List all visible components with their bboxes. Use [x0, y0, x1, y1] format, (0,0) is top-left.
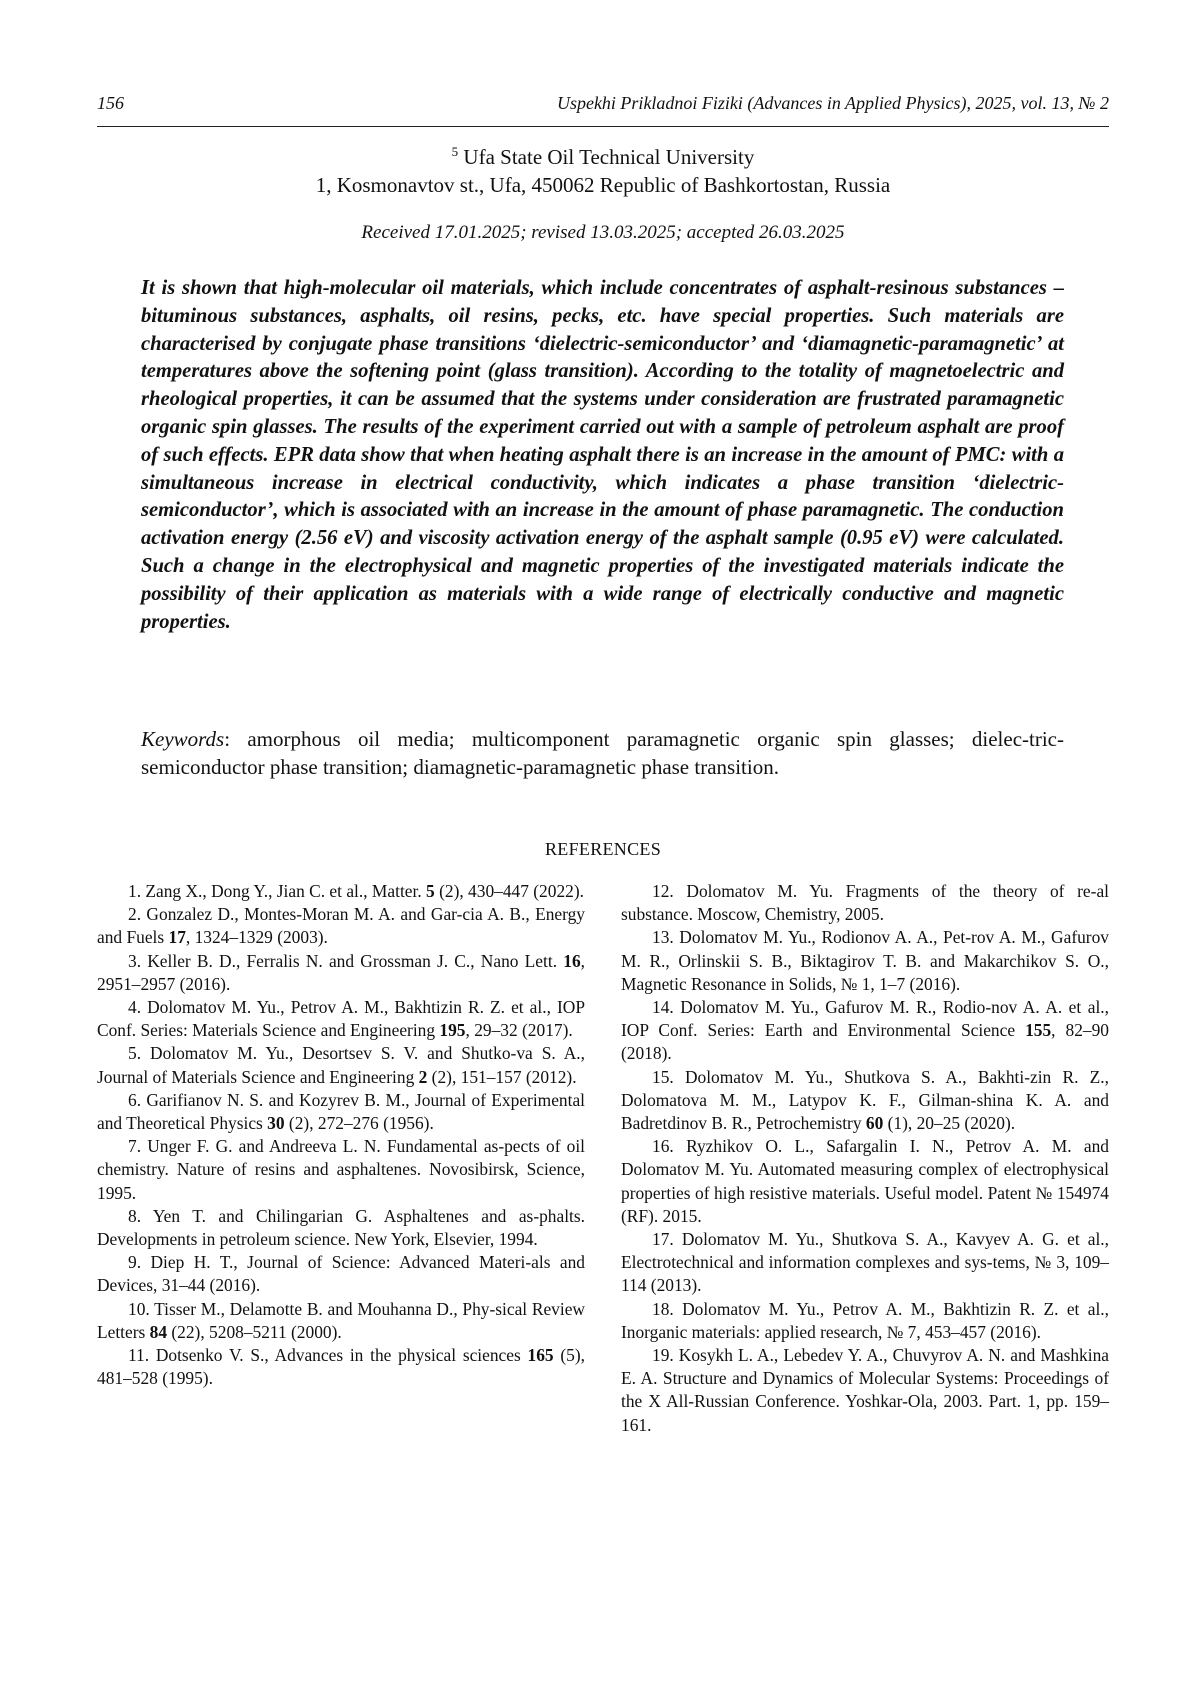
references-left-column	[97, 880, 585, 1390]
reference-volume: 2	[418, 1066, 428, 1087]
references-heading: REFERENCES	[544, 839, 662, 859]
keywords-label: Keywords	[141, 727, 225, 751]
reference-volume: 17	[168, 927, 186, 948]
reference-text: 15. Dolomatov M. Yu., Shutkova S. A., Bakhti-zin R. Z., Dolomatova M. M., Latypov K. F., Gilman-shina K. A. and Badretdinov B. R., Petrochemistry	[621, 1066, 1109, 1134]
reference-item	[97, 1205, 585, 1251]
reference-text-tail: (1), 20–25 (2020).	[883, 1113, 1016, 1134]
reference-volume: 84	[149, 1321, 168, 1342]
reference-text-tail: , 29–32 (2017).	[465, 1020, 573, 1041]
reference-volume: 60	[865, 1113, 884, 1134]
reference-item	[97, 1089, 585, 1135]
affiliation	[97, 138, 1109, 199]
reference-text: 18. Dolomatov M. Yu., Petrov A. M., Bakhtizin R. Z. et al., Inorganic materials: applied research, № 7, 453–457 (2016).	[621, 1298, 1109, 1342]
reference-text: 8. Yen T. and Chilingarian G. Asphaltenes and as-phalts. Developments in petroleum science. New York, Elsevier, 1994.	[97, 1205, 585, 1250]
reference-volume: 165	[527, 1345, 554, 1366]
reference-text-tail: , 82–90 (2018).	[621, 1020, 1110, 1064]
reference-item	[621, 1298, 1109, 1344]
reference-text: 12. Dolomatov M. Yu. Fragments of the theory of re-al substance. Moscow, Chemistry, 2005.	[621, 881, 1109, 925]
reference-text: 13. Dolomatov M. Yu., Rodionov A. A., Pet-rov A. M., Gafurov M. R., Orlinskii S. B., Biktagirov T. B. and Makarchikov S. O., Magnetic Resonance in Solids, № 1, 1–7 (2016).	[621, 927, 1109, 994]
reference-volume: 5	[426, 881, 435, 901]
reference-item	[621, 1135, 1109, 1228]
keywords	[141, 725, 1064, 781]
reference-text: 14. Dolomatov M. Yu., Gafurov M. R., Rodio-nov A. A. et al., IOP Conf. Series: Earth and Environmental Science	[621, 997, 1109, 1041]
reference-item	[621, 1066, 1109, 1136]
reference-item	[97, 1135, 585, 1205]
reference-item	[97, 950, 585, 996]
reference-text: 4. Dolomatov M. Yu., Petrov A. M., Bakhtizin R. Z. et al., IOP Conf. Series: Materials Science and Engineering	[97, 997, 585, 1041]
affiliation-name: Ufa State Oil Technical University	[463, 145, 755, 169]
reference-item	[97, 1042, 585, 1088]
running-header	[97, 92, 1109, 127]
reference-text: 16. Ryzhikov O. L., Safargalin I. N., Petrov A. M. and Dolomatov M. Yu. Automated measuring complex of electrophysical properties of high resistive materials. Useful model. Patent № 154974 (RF). 2015.	[621, 1136, 1109, 1226]
reference-item	[97, 880, 585, 903]
reference-text: 7. Unger F. G. and Andreeva L. N. Fundamental as-pects of oil chemistry. Nature of resins and asphaltenes. Novosibirsk, Science, 1995.	[97, 1136, 585, 1203]
reference-item	[621, 996, 1109, 1066]
reference-text: 10. Tisser M., Delamotte B. and Mouhanna D., Phy-sical Review Letters	[97, 1298, 585, 1342]
reference-text: 1. Zang X., Dong Y., Jian C. et al., Matter.	[128, 881, 427, 901]
affiliation-line-1	[97, 138, 1109, 171]
reference-text: 9. Diep H. T., Journal of Science: Advanced Materi-als and Devices, 31–44 (2016).	[97, 1252, 585, 1296]
submission-dates: Received 17.01.2025; revised 13.03.2025; accepted 26.03.2025	[361, 222, 845, 243]
affiliation-address: 1, Kosmonavtov st., Ufa, 450062 Republic of Bashkortostan, Russia	[315, 173, 891, 197]
page-number: 156	[97, 93, 124, 113]
abstract: It is shown that high-molecular oil materials, which include concentrates of asphalt-resinous substances – bituminous substances, asphalts, oil resins, pecks, etc. have special properties. Such materials are characterised by conjugate phase transitions ‘dielectric-semiconductor’ and ‘diamagnetic-paramagnetic’ at temperatures above the softening point (glass transition). According to the totality of magnetoelectric and rheological properties, it can be assumed that the systems under consideration are frustrated paramagnetic organic spin glasses. The results of the experiment carried out with a sample of petroleum asphalt are proof of such effects. EPR data show that when heating asphalt there is an increase in the amount of PMC: with a simultaneous increase in electrical conductivity, which indicates a phase transition ‘dielectric-semiconductor’, which is associated with an increase in the amount of phase paramagnetic. The conduction activation energy (2.56 eV) and viscosity activation energy of the asphalt sample (0.95 eV) were calculated. Such a change in the electrophysical and magnetic properties of the investigated materials indicate the possibility of their application as materials with a wide range of electrically conductive and magnetic properties.	[141, 277, 1064, 633]
affiliation-marker: 5	[451, 144, 459, 159]
reference-text: 5. Dolomatov M. Yu., Desortsev S. V. and Shutko-va S. A., Journal of Materials Science and Engineering	[97, 1043, 585, 1087]
reference-text: 6. Garifianov N. S. and Kozyrev B. M., Journal of Experimental and Theoretical Physics	[97, 1089, 585, 1134]
reference-item	[621, 880, 1109, 926]
journal-title: Uspekhi Prikladnoi Fiziki (Advances in Applied Physics), 2025, vol. 13, № 2	[556, 93, 1109, 113]
references-right-column	[621, 880, 1109, 1437]
reference-text: 17. Dolomatov M. Yu., Shutkova S. A., Kavyev A. G. et al., Electrotechnical and information complexes and sys-tems, № 3, 109–114 (2013).	[621, 1229, 1109, 1296]
reference-item	[97, 1298, 585, 1344]
reference-text-tail: , 1324–1329 (2003).	[185, 927, 328, 948]
reference-text-tail: (2), 430–447 (2022).	[434, 881, 584, 901]
reference-item	[97, 903, 585, 949]
reference-item	[97, 1344, 585, 1390]
reference-volume: 195	[439, 1020, 466, 1041]
reference-text: 2. Gonzalez D., Montes-Moran M. A. and Gar-cia A. B., Energy and Fuels	[97, 904, 585, 948]
keywords-text: : amorphous oil media; multicomponent paramagnetic organic spin glasses; dielec-tric-semiconductor phase transition; diamagnetic-paramagnetic phase transition.	[141, 727, 1064, 779]
reference-item	[97, 996, 585, 1042]
reference-item	[621, 926, 1109, 996]
reference-volume: 16	[563, 950, 581, 971]
reference-volume: 30	[267, 1113, 285, 1134]
reference-text-tail: (2), 151–157 (2012).	[427, 1066, 577, 1087]
reference-text-tail: (5), 481–528 (1995).	[97, 1345, 585, 1389]
reference-text-tail: (22), 5208–5211 (2000).	[167, 1321, 342, 1342]
reference-item	[97, 1251, 585, 1297]
reference-text: 19. Kosykh L. A., Lebedev Y. A., Chuvyrov A. N. and Mashkina E. A. Structure and Dynamics of Molecular Systems: Proceedings of the X All-Russian Conference. Yoshkar-Ola, 2003. Part. 1, pp. 159–161.	[621, 1345, 1109, 1435]
reference-text-tail: , 2951–2957 (2016).	[97, 950, 585, 994]
reference-text: 3. Keller B. D., Ferralis N. and Grossman J. C., Nano Lett.	[128, 950, 564, 971]
reference-text: 11. Dotsenko V. S., Advances in the physical sciences	[128, 1345, 528, 1366]
reference-text-tail: (2), 272–276 (1956).	[284, 1113, 434, 1134]
reference-item	[621, 1344, 1109, 1437]
reference-item	[621, 1228, 1109, 1298]
reference-volume: 155	[1025, 1020, 1052, 1041]
